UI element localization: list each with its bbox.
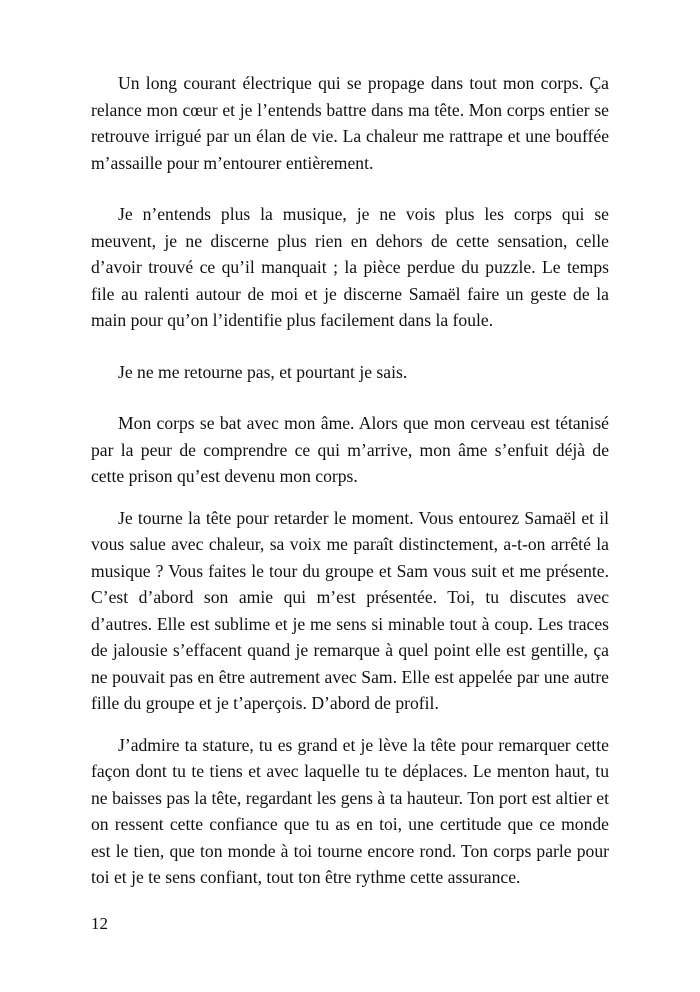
paragraph-1: Un long courant électrique qui se propage dans tout mon corps. Ça relance mon cœur et je l’entends battre dans ma tête. Mon corps entier se retrouve irrigué par un élan de vie. La chaleur me rattrape et une bouffée m’assaille pour m’entourer entièrement. xyxy=(91,73,609,173)
page-number: 12 xyxy=(91,914,108,933)
page-body xyxy=(91,70,609,891)
paragraph-6: J’admire ta stature, tu es grand et je lève la tête pour remarquer cette façon dont tu te tiens et avec laquelle tu te déplaces. Le menton haut, tu ne baisses pas la tête, regardant les gens à ta hauteur. Ton port est altier et on ressent cette confiance que tu as en toi, une certitude que ce monde est le tien, que ton monde à toi tourne encore rond. Ton corps parle pour toi et je te sens confiant, tout ton être rythme cette assurance. xyxy=(91,734,609,887)
paragraph-5: Je tourne la tête pour retarder le moment. Vous entourez Samaël et il vous salue avec chaleur, sa voix me paraît distinctement, a-t-on arrêté la musique ? Vous faites le tour du groupe et Sam vous suit et me présente. C’est d’abord son amie qui m’est présentée. Toi, tu discutes avec d’autres. Elle est sublime et je me sens si minable tout à coup. Les traces de jalousie s’effacent quand je remarque à quel point elle est gentille, ça ne pouvait pas en être autrement avec Sam. Elle est appelée par une autre fille du groupe et je t’aperçois. D’abord de profil. xyxy=(91,507,609,713)
paragraph-3: Je ne me retourne pas, et pourtant je sais. xyxy=(118,361,408,382)
paragraph-4: Mon corps se bat avec mon âme. Alors que mon cerveau est tétanisé par la peur de comprendre ce qui m’arrive, mon âme s’enfuit déjà de cette prison qu’est devenu mon corps. xyxy=(91,413,609,486)
paragraph-2: Je n’entends plus la musique, je ne vois plus les corps qui se meuvent, je ne discerne plus rien en dehors de cette sensation, celle d’avoir trouvé ce qu’il manquait ; la pièce perdue du puzzle. Le temps file au ralenti autour de moi et je discerne Samaël faire un geste de la main pour qu’on l’identifie plus facilement dans la foule. xyxy=(91,204,609,330)
